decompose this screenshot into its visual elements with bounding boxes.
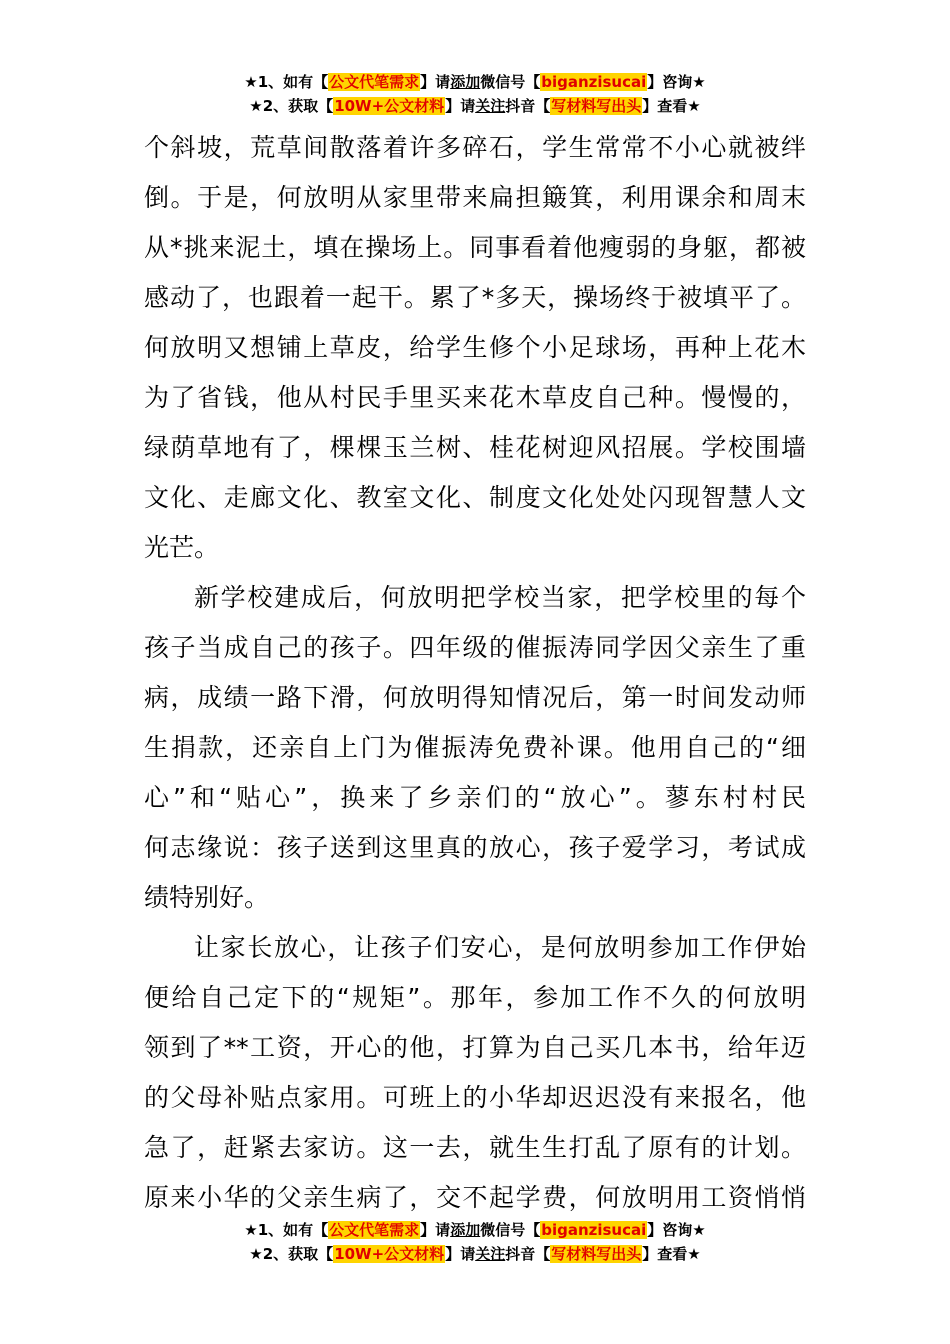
highlight-service: 公文代笔需求	[329, 1221, 420, 1239]
body-line: 光芒。	[144, 533, 220, 562]
banner-emphasis: 关注	[475, 97, 506, 115]
banner-text: 】请	[445, 1245, 476, 1263]
body-line: 绩特别好。	[144, 883, 270, 912]
paragraph-start: 让家长放心，让孩子们安心，是何放明参加工作伊始	[194, 933, 806, 962]
banner-text: 抖音【	[505, 97, 551, 115]
body-line: 病，成绩一路下滑，何放明得知情况后，第一时间发动师	[144, 683, 806, 712]
banner-text: 】请	[420, 1221, 451, 1239]
body-line: 生捐款，还亲自上门为催振涛免费补课。他用自己的“细	[144, 733, 806, 762]
body-line: 的父母补贴点家用。可班上的小华却迟迟没有来报名，他	[144, 1083, 806, 1112]
header-banner	[0, 70, 950, 118]
banner-text: ★2、获取【	[249, 1245, 334, 1263]
body-line: 心”和“贴心”，换来了乡亲们的“放心”。蓼东村村民	[144, 783, 806, 812]
banner-text: 微信号【	[480, 1221, 541, 1239]
body-line: 便给自己定下的“规矩”。那年，参加工作不久的何放明	[144, 983, 806, 1012]
footer-banner	[0, 1218, 950, 1266]
banner-emphasis: 添加	[450, 73, 481, 91]
banner-text: ★2、获取【	[249, 97, 334, 115]
highlight-wechat-id: biganzisucai	[541, 1221, 647, 1239]
body-line: 从*挑来泥土，填在操场上。同事看着他瘦弱的身躯，都被	[144, 233, 806, 262]
banner-text: 】咨询★	[647, 1221, 706, 1239]
banner-text: ★1、如有【	[244, 73, 329, 91]
highlight-douyin: 写材料写出头	[551, 1245, 642, 1263]
document-body	[144, 123, 806, 1223]
banner-line-1	[0, 1218, 950, 1242]
body-line: 感动了，也跟着一起干。累了*多天，操场终于被填平了。	[144, 283, 806, 312]
highlight-wechat-id: biganzisucai	[541, 73, 647, 91]
body-line: 个斜坡，荒草间散落着许多碎石，学生常常不小心就被绊	[144, 133, 806, 162]
body-line: 何志缘说：孩子送到这里真的放心，孩子爱学习，考试成	[144, 833, 806, 862]
banner-text: 抖音【	[505, 1245, 551, 1263]
highlight-materials: 10W+公文材料	[334, 1245, 445, 1263]
body-line: 文化、走廊文化、教室文化、制度文化处处闪现智慧人文	[144, 483, 806, 512]
body-line: 领到了**工资，开心的他，打算为自己买几本书，给年迈	[144, 1033, 806, 1062]
banner-text: 】查看★	[642, 1245, 701, 1263]
banner-line-1	[0, 70, 950, 94]
paragraph-start: 新学校建成后，何放明把学校当家，把学校里的每个	[194, 583, 806, 612]
banner-emphasis: 添加	[450, 1221, 481, 1239]
body-line: 绿荫草地有了，棵棵玉兰树、桂花树迎风招展。学校围墙	[144, 433, 806, 462]
banner-line-2	[0, 94, 950, 118]
body-line: 急了，赶紧去家访。这一去，就生生打乱了原有的计划。	[144, 1133, 806, 1162]
banner-text: 】咨询★	[647, 73, 706, 91]
banner-text: 微信号【	[480, 73, 541, 91]
banner-text: 】请	[420, 73, 451, 91]
highlight-service: 公文代笔需求	[329, 73, 420, 91]
body-line: 为了省钱，他从村民手里买来花木草皮自己种。慢慢的，	[144, 383, 806, 412]
body-line: 倒。于是，何放明从家里带来扁担簸箕，利用课余和周末	[144, 183, 806, 212]
highlight-douyin: 写材料写出头	[551, 97, 642, 115]
banner-emphasis: 关注	[475, 1245, 506, 1263]
banner-line-2	[0, 1242, 950, 1266]
body-line: 原来小华的父亲生病了，交不起学费，何放明用工资悄悄	[144, 1183, 806, 1212]
body-line: 何放明又想铺上草皮，给学生修个小足球场，再种上花木	[144, 333, 806, 362]
banner-text: 】请	[445, 97, 476, 115]
highlight-materials: 10W+公文材料	[334, 97, 445, 115]
banner-text: ★1、如有【	[244, 1221, 329, 1239]
banner-text: 】查看★	[642, 97, 701, 115]
body-line: 孩子当成自己的孩子。四年级的催振涛同学因父亲生了重	[144, 633, 806, 662]
